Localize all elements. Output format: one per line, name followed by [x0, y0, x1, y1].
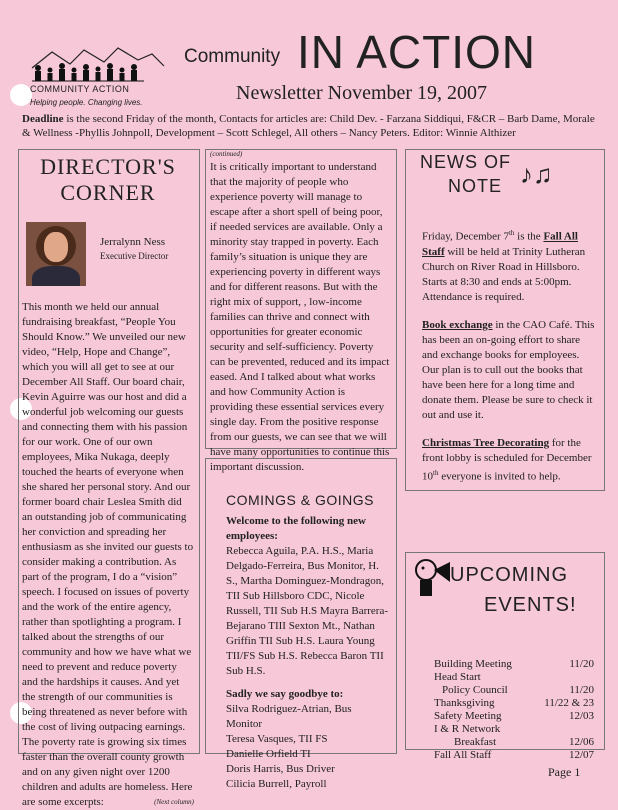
event-row: I & R Network [434, 723, 501, 735]
next-column-note: (Next column) [154, 798, 194, 806]
welcome-list: Rebecca Aguila, P.A. H.S., Maria Delgado-Ferreira, Bus Monitor, H. S., Martha Dominguez-Mondragon, TII Sub Hillsboro CDC, Nicole Russell, TII Sub H.S Mayra Barrera-Bejarano TIII Sexton Mt., Nathan Griffin TII Sub H.S. Laura Young TII/FS Sub H.S. Rebecca Baron TII Sub H.S. [226, 545, 389, 677]
goodbye-heading: Sadly we say goodbye to: [226, 688, 344, 700]
event-row: Safety Meeting 12/03 [434, 710, 594, 722]
news-heading-line-1: NEWS OF [420, 152, 511, 172]
director-role: Executive Director [100, 251, 169, 261]
goodbye-item: Silva Rodriguez-Atrian, Bus Monitor [226, 703, 352, 730]
logo-tagline: Helping people. Changing lives. [30, 98, 143, 107]
director-body [22, 300, 194, 810]
events-heading-line-2: EVENTS! [484, 594, 577, 616]
director-name: Jerralynn Ness [100, 236, 166, 248]
comings-body [226, 514, 390, 792]
continued-body: It is critically important to understand that the majority of people who experience poverty will manage to escape after a short spell of being poor, if needed services are available. Only a minority stay trapped in poverty. Each family’s situation is unique they are experiencing poverty in different ways and for different reasons. But with the right mix of support, , low-income families can thrive and connect with opportunities for greater economic security and self-sufficiency. Poverty can be prevented, reduced and its impact eased. And I talked about what works and how Community Action is providing these essential services every single day. From the positive response from our guests, we can see that we will have many opportunities to continue this important discussion. [210, 161, 390, 473]
event-row: Policy Council 11/20 [442, 684, 594, 696]
event-row: Building Meeting 11/20 [434, 658, 594, 670]
goodbye-item: Doris Harris, Bus Driver [226, 763, 335, 775]
news-fall-all-staff: Friday, December 7th is the Fall All Staff will be held at Trinity Lutheran Church on River Road in Hillsboro. Starts at 8:30 and ends at 5:00pm. Attendance is required. [422, 229, 586, 303]
news-body [422, 226, 598, 484]
issue-date: Newsletter November 19, 2007 [236, 82, 488, 104]
news-book-exchange: Book exchange in the CAO Café. This has been an on-going effort to share and exchange books for employees. Our plan is to cull out the books that have been here for a long time and donate them. Please be sure to check it out and use it. [422, 318, 595, 421]
masthead-title: IN ACTION [297, 26, 537, 78]
page-number: Page 1 [548, 765, 581, 779]
goodbye-item: Danielle Orfield TI [226, 748, 311, 760]
heading-line-1: DIRECTOR'S [40, 154, 176, 179]
music-notes-icon: ♪♫ [520, 160, 553, 189]
continued-label: (continued) [210, 150, 243, 158]
event-row: Thanksgiving 11/22 & 23 [434, 697, 594, 709]
goodbye-item: Cilicia Burrell, Payroll [226, 778, 327, 790]
director-body-text: This month we held our annual fundraising breakfast, “People You Should Know.” We unveiled our new video, “Help, Hope and Change”, which you will all get to see at our December All Staff. Our board chair, Kevin Aguirre was our host and did a wonderful job welcoming our guests and connecting them with his passion for our work. One of our own employees, Mika Nukaga, deeply touched the hearts of everyone when she shared her personal story. And our former board chair Leslea Smith did an outstanding job of communicating her conviction and spreading her enthusiasm as she invited our guests to consider making a contribution. As part of the program, I do a “vision” speech. I focused on issues of poverty and the work of the entire agency, rather than spotlighting a program. I talked about the strengths of our community and how we have what we need to prevent and reduce poverty and the hardships it causes. And yet the strength of our communities is being threatened as never before with the cost of living outpacing earnings. The poverty rate is growing six times faster than the overall county growth and on any given night over 1200 children and adults are homeless. Here are some excerpts: [22, 301, 194, 808]
deadline-label: Deadline [22, 113, 64, 125]
heading-line-2: CORNER [60, 180, 156, 205]
deadline-text: is the second Friday of the month, Contacts for articles are: Child Dev. - Farzana Siddiqui, F&CR – Barb Dame, Morale & Wellness -Phyllis Johnpoll, Development – Scott Schlegel, All others – Nancy Peters. Editor: Winnie Althizer [22, 113, 595, 139]
comings-goings-heading: COMINGS & GOINGS [226, 492, 375, 508]
events-list [434, 658, 594, 762]
event-row: Breakfast 12/06 [454, 736, 594, 748]
goodbye-item: Teresa Vasques, TII FS [226, 733, 328, 745]
director-photo [26, 222, 86, 286]
logo-label: COMMUNITY ACTION [30, 84, 130, 94]
directors-corner-heading [22, 154, 194, 206]
news-christmas-tree: Christmas Tree Decorating for the front lobby is scheduled for December 10th everyone is invited to help. [422, 436, 592, 483]
events-heading-line-1: UPCOMING [450, 564, 568, 586]
news-heading-line-2: NOTE [448, 176, 503, 196]
deadline-notice [22, 112, 602, 140]
megaphone-man-icon [412, 556, 452, 600]
event-row: Fall All Staff 12/07 [434, 749, 594, 761]
event-row: Head Start [434, 671, 481, 683]
welcome-heading: Welcome to the following new employees: [226, 515, 366, 542]
masthead-community: Community [184, 46, 281, 67]
